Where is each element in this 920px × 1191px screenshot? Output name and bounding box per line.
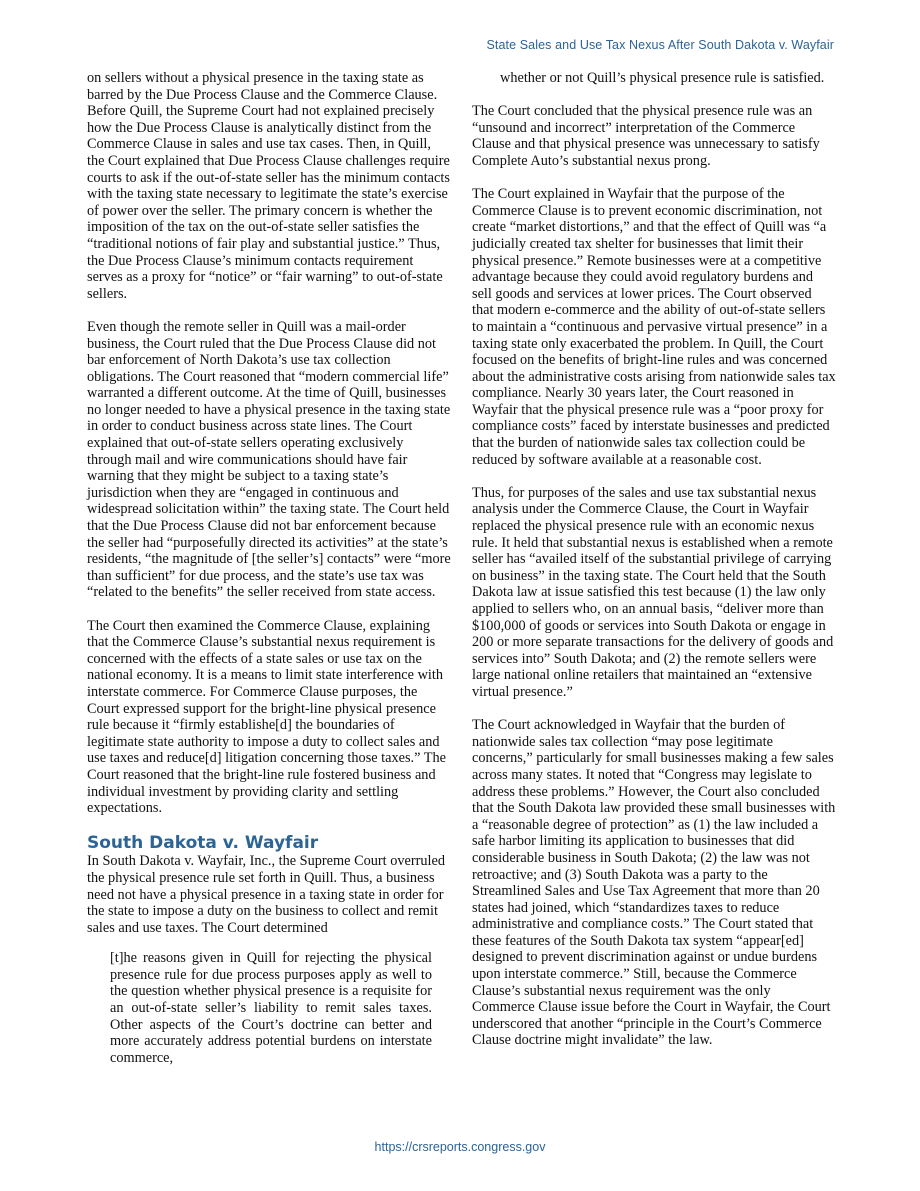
paragraph: on sellers without a physical presence in the taxing state as barred by the Due Process Clause and the Commerce Clause. Before Quill, the Supreme Court had not explained precisely how the Due Process Clause is analytically distinct from the Commerce Clause in sales and use tax cases. Then, in Quill, the Court explained that Due Process Clause challenges require courts to ask if the out-of-state seller has the minimum contacts with the taxing state necessary to legitimate the state’s exercise of power over the seller. The primary concern is whether the imposition of the tax on the out-of-state seller satisfies the “traditional notions of fair play and substantial justice.” Thus, the Due Process Clause’s minimum contacts requirement serves as a proxy for “notice” or “fair warning” to out-of-state sellers. bbox=[87, 70, 450, 302]
paragraph: In South Dakota v. Wayfair, Inc., the Supreme Court overruled the physical presence rule set forth in Quill. Thus, a business need not have a physical presence in a taxing state in order for the state to impose a duty on the business to collect and remit sales and use taxes. The Court determined bbox=[87, 853, 445, 936]
paragraph: The Court explained in Wayfair that the purpose of the Commerce Clause is to prevent economic discrimination, not create “market distortions,” and that the effect of Quill was “a judicially created tax shelter for businesses that limit their physical presence.” Remote businesses were at a competitive advantage because they could avoid regulatory burdens and sell goods and services at lower prices. The Court observed that modern e-commerce and the ability of out-of-state sellers to maintain a “continuous and pervasive virtual presence” in a taxing state only exacerbated the problem. In Quill, the Court focused on the benefits of bright-line rules and was concerned about the administrative costs arising from nationwide sales tax compliance. Nearly 30 years later, the Court reasoned in Wayfair that the physical presence rule was a “poor proxy for compliance costs” faced by interstate businesses and predicted that the burden of nationwide sales tax collection could be reduced by software available at a reasonable cost. bbox=[472, 186, 836, 468]
block-quote-continued: whether or not Quill’s physical presence rule is satisfied. bbox=[500, 70, 825, 86]
paragraph: The Court concluded that the physical presence rule was an “unsound and incorrect” interpretation of the Commerce Clause and that physical presence was unnecessary to satisfy Complete Auto’s substantial nexus prong. bbox=[472, 103, 820, 169]
right-column bbox=[472, 70, 836, 1066]
paragraph: The Court acknowledged in Wayfair that the burden of nationwide sales tax collection “may pose legitimate concerns,” particularly for small businesses making a few sales across many states. It noted that “Congress may legislate to address these problems.” However, the Court also concluded that the South Dakota law provided these small businesses with a “reasonable degree of protection” as (1) the law included a safe harbor limiting its application to businesses that did considerable business in South Dakota; (2) the law was not retroactive; and (3) South Dakota was a party to the Streamlined Sales and Use Tax Agreement that more than 20 states had joined, which “standardizes taxes to reduce administrative and compliance costs.” The Court stated that these features of the South Dakota tax system “appear[ed] designed to prevent discrimination against or undue burdens upon interstate commerce.” Still, because the Commerce Clause’s substantial nexus requirement was the only Commerce Clause issue before the Court in Wayfair, the Court underscored that another “principle in the Court’s Commerce Clause doctrine might invalidate” the law. bbox=[472, 717, 836, 1049]
paragraph: The Court then examined the Commerce Clause, explaining that the Commerce Clause’s substantial nexus requirement is concerned with the effects of a state sales or use tax on the national economy. It is a means to limit state interference with interstate commerce. For Commerce Clause purposes, the Court expressed support for the bright-line physical presence rule because it “firmly establishe[d] the boundaries of legitimate state authority to impose a duty to collect sales and use taxes and reduce[d] litigation concerning those taxes.” The Court reasoned that the bright-line rule fostered business and individual investment by providing clarity and settling expectations. bbox=[87, 617, 447, 817]
paragraph: Even though the remote seller in Quill was a mail-order business, the Court ruled that the Due Process Clause did not bar enforcement of North Dakota’s use tax collection obligations. The Court reasoned that “modern commercial life” warranted a different outcome. At the time of Quill, businesses no longer needed to have a physical presence in the taxing state in order to conduct business across state lines. The Court explained that out-of-state sellers operating exclusively through mail and wire communications should have fair warning that they might be subject to a taxing state’s jurisdiction when they are “engaged in continuous and widespread solicitation within” the taxing state. The Court held that the Due Process Clause did not bar enforcement because the seller had “purposefully directed its activities” at the state’s residents, “the magnitude of [the seller’s] contacts” were “more than sufficient” for due process, and the state’s use tax was “related to the benefits” the seller received from state access. bbox=[87, 318, 451, 601]
footer-link[interactable]: https://crsreports.congress.gov bbox=[374, 1140, 546, 1154]
block-quote: [t]he reasons given in Quill for rejecting the physical presence rule for due process purposes apply as well to the question whether physical presence is a requisite for an out-of-state seller’s liability to remit sales taxes. Other aspects of the Court’s doctrine can better and more accurately address potential burdens on interstate commerce, bbox=[110, 950, 432, 1066]
paragraph: Thus, for purposes of the sales and use tax substantial nexus analysis under the Commerce Clause, the Court in Wayfair replaced the physical presence rule with an economic nexus rule. It held that substantial nexus is established when a remote seller has “availed itself of the substantial privilege of carrying on business” in the taxing state. The Court held that the South Dakota law at issue satisfied this test because (1) the law only applied to sellers who, on an annual basis, “deliver more than $100,000 of goods or services into South Dakota or engage in 200 or more separate transactions for the delivery of goods and services into” South Dakota; and (2) the remote sellers were large national online retailers that maintained an “extensive virtual presence.” bbox=[472, 484, 834, 700]
left-column bbox=[87, 70, 451, 1066]
section-heading: South Dakota v. Wayfair bbox=[87, 833, 319, 854]
running-header: State Sales and Use Tax Nexus After South Dakota v. Wayfair bbox=[486, 38, 834, 52]
